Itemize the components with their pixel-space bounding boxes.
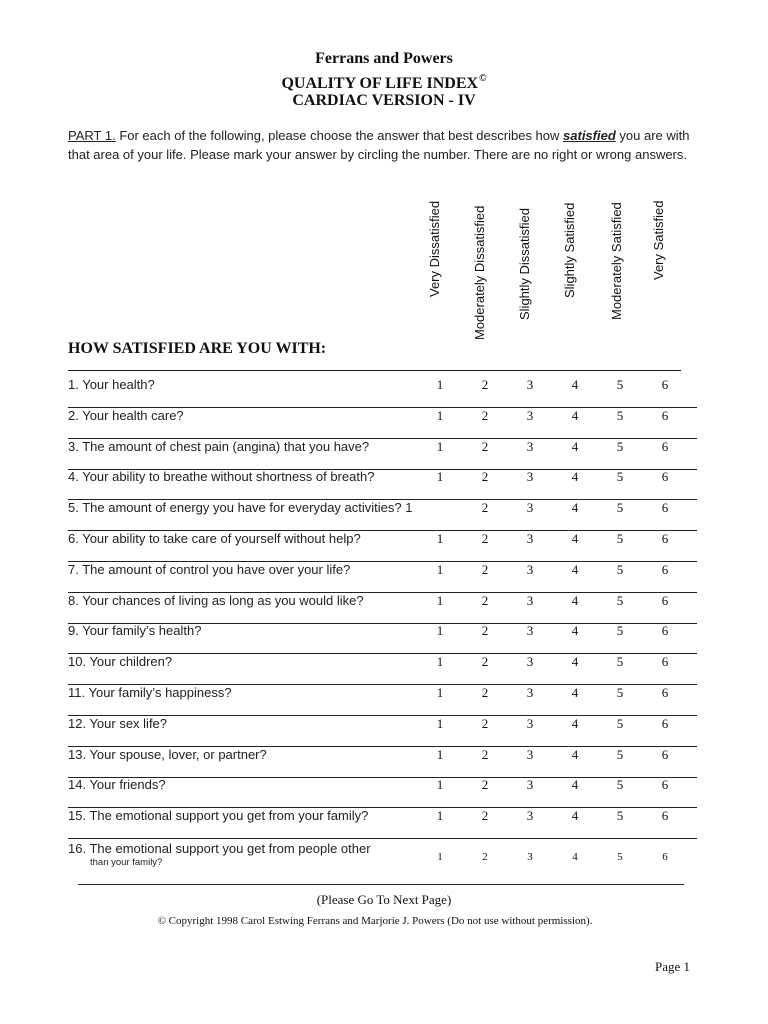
rating-option[interactable]: 2 xyxy=(481,407,489,423)
part-label: PART 1. xyxy=(68,128,116,143)
question-label: 7. The amount of control you have over your life? xyxy=(68,561,351,577)
rating-option[interactable]: 1 xyxy=(436,592,444,608)
rating-option[interactable]: 3 xyxy=(526,377,534,392)
rating-option[interactable]: 6 xyxy=(661,592,669,608)
scale-label-moderately-dissatisfied: Moderately Dissatisfied xyxy=(472,205,487,340)
rating-option[interactable]: 1 xyxy=(436,561,444,577)
rating-option[interactable]: 6 xyxy=(661,746,669,762)
rating-option[interactable]: 6 xyxy=(661,808,669,824)
rating-option[interactable]: 5 xyxy=(616,685,624,700)
rating-option[interactable]: 2 xyxy=(481,469,489,485)
rating-option[interactable]: 3 xyxy=(526,592,534,608)
instructions-text-2: you are with that area of your life. Please mark your answer by circling the number. There are no right or wrong answers. xyxy=(68,128,690,162)
rating-option[interactable]: 3 xyxy=(526,746,534,762)
rating-option[interactable]: 3 xyxy=(526,777,534,793)
rating-option[interactable]: 2 xyxy=(481,500,489,516)
rating-option[interactable]: 1 xyxy=(436,685,444,700)
rating-option[interactable]: 4 xyxy=(571,685,579,700)
rating-option[interactable]: 5 xyxy=(616,592,624,608)
next-page-note: (Please Go To Next Page) xyxy=(316,892,452,907)
rating-option[interactable]: 5 xyxy=(616,561,624,577)
question-label: 11. Your family’s happiness? xyxy=(68,685,232,700)
rating-option[interactable]: 2 xyxy=(481,777,489,793)
rating-option[interactable]: 4 xyxy=(571,438,579,454)
rating-option[interactable]: 2 xyxy=(482,851,488,863)
rating-option[interactable]: 2 xyxy=(481,746,489,762)
rating-option[interactable]: 6 xyxy=(661,377,669,392)
rating-option[interactable]: 5 xyxy=(616,654,624,670)
question-text xyxy=(68,685,232,701)
question-text xyxy=(68,654,172,670)
rating-option[interactable]: 6 xyxy=(662,851,668,863)
question-label: 4. Your ability to breathe without shortness of breath? xyxy=(68,469,375,485)
form-title-authors: Ferrans and Powers xyxy=(315,50,453,67)
footer-rule xyxy=(78,884,684,885)
rating-option[interactable]: 4 xyxy=(571,777,579,793)
rating-option[interactable]: 6 xyxy=(661,777,669,793)
question-text xyxy=(68,623,201,639)
rating-option[interactable]: 1 xyxy=(436,777,444,793)
instructions-emphasis: satisfied xyxy=(563,128,616,143)
rating-option[interactable]: 2 xyxy=(481,685,489,700)
question-label: 13. Your spouse, lover, or partner? xyxy=(68,746,267,762)
question-sublabel: than your family? xyxy=(90,857,163,868)
rating-option[interactable]: 4 xyxy=(571,808,579,824)
rating-option[interactable]: 4 xyxy=(571,500,579,516)
question-label: 15. The emotional support you get from your family? xyxy=(68,808,369,824)
rating-option[interactable]: 5 xyxy=(616,377,624,392)
question-label: 12. Your sex life? xyxy=(68,715,168,731)
rating-option[interactable]: 3 xyxy=(526,685,534,700)
rating-option[interactable]: 4 xyxy=(571,623,579,639)
rating-option[interactable]: 4 xyxy=(571,469,579,485)
rating-option[interactable]: 1 xyxy=(436,808,444,824)
question-text xyxy=(68,777,166,793)
question-label: 1. Your health? xyxy=(68,377,155,392)
question-text xyxy=(68,841,371,868)
rating-option[interactable]: 5 xyxy=(616,531,624,546)
rating-option[interactable]: 4 xyxy=(571,715,579,731)
scale-label-slightly-satisfied: Slightly Satisfied xyxy=(562,202,577,298)
rating-option[interactable]: 6 xyxy=(661,531,669,546)
page-number: Page 1 xyxy=(655,959,691,974)
rating-option[interactable]: 5 xyxy=(616,500,624,516)
question-text xyxy=(68,593,364,609)
scale-label-moderately-satisfied: Moderately Satisfied xyxy=(609,202,624,320)
rating-option[interactable]: 4 xyxy=(571,654,579,670)
rating-option[interactable]: 6 xyxy=(661,561,669,577)
rating-option[interactable]: 3 xyxy=(526,500,534,516)
rating-option[interactable]: 2 xyxy=(481,654,489,670)
rating-option[interactable]: 6 xyxy=(661,469,669,485)
rating-option[interactable]: 5 xyxy=(616,715,624,731)
question-label: 9. Your family’s health? xyxy=(68,623,202,639)
question-text xyxy=(68,808,368,824)
rating-option[interactable]: 1 xyxy=(436,531,444,546)
instructions-text-1: For each of the following, please choose the answer that best describes how xyxy=(115,128,564,143)
heading-rule xyxy=(68,370,681,371)
rating-option[interactable]: 4 xyxy=(571,531,579,546)
rating-option[interactable]: 6 xyxy=(661,685,669,700)
rating-option[interactable]: 3 xyxy=(526,808,534,824)
rating-option[interactable]: 5 xyxy=(616,623,624,639)
question-text xyxy=(68,408,184,424)
rating-option[interactable]: 1 xyxy=(436,407,444,423)
rating-option[interactable]: 6 xyxy=(661,623,669,639)
question-label: 5. The amount of energy you have for everyday activities? 1 xyxy=(68,500,413,516)
rating-option[interactable]: 5 xyxy=(617,851,623,863)
question-text xyxy=(68,500,412,516)
row-rule xyxy=(68,838,697,839)
rating-option[interactable]: 5 xyxy=(616,746,624,762)
rating-option[interactable]: 1 xyxy=(436,377,444,392)
rating-option[interactable]: 4 xyxy=(571,746,579,762)
question-label: 8. Your chances of living as long as you would like? xyxy=(68,592,364,608)
rating-option[interactable]: 1 xyxy=(436,469,444,485)
rating-option[interactable]: 4 xyxy=(572,851,578,863)
rating-option[interactable]: 6 xyxy=(661,715,669,731)
scale-label-very-satisfied: Very Satisfied xyxy=(651,200,666,280)
question-text xyxy=(68,439,369,455)
rating-option[interactable]: 2 xyxy=(481,623,489,639)
scale-label-slightly-dissatisfied: Slightly Dissatisfied xyxy=(517,208,532,320)
question-text xyxy=(68,716,167,732)
rating-option[interactable]: 2 xyxy=(481,715,489,731)
rating-option[interactable]: 3 xyxy=(527,851,533,863)
question-text xyxy=(68,531,361,547)
rating-option[interactable]: 3 xyxy=(526,469,534,485)
instructions xyxy=(68,127,708,164)
rating-option[interactable]: 2 xyxy=(481,531,489,546)
rating-option[interactable]: 1 xyxy=(436,654,444,670)
rating-option[interactable]: 3 xyxy=(526,623,534,639)
rating-option[interactable]: 3 xyxy=(526,654,534,670)
rating-option[interactable]: 2 xyxy=(481,561,489,577)
rating-option[interactable]: 3 xyxy=(526,407,534,423)
question-text xyxy=(68,377,155,393)
form-title-text: QUALITY OF LIFE INDEX xyxy=(281,75,479,92)
rating-option[interactable]: 4 xyxy=(571,377,579,392)
form-subtitle: CARDIAC VERSION - IV xyxy=(292,92,476,109)
rating-option[interactable]: 2 xyxy=(481,438,489,454)
scale-label-very-dissatisfied: Very Dissatisfied xyxy=(427,200,442,297)
question-label: 3. The amount of chest pain (angina) that you have? xyxy=(68,438,370,454)
question-label: 6. Your ability to take care of yourself without help? xyxy=(68,531,361,546)
rating-option[interactable]: 4 xyxy=(571,592,579,608)
rating-option[interactable]: 1 xyxy=(436,746,444,762)
rating-option[interactable]: 3 xyxy=(526,531,534,546)
question-text xyxy=(68,469,374,485)
rating-option[interactable]: 5 xyxy=(616,469,624,485)
rating-option[interactable]: 6 xyxy=(661,438,669,454)
question-text xyxy=(68,747,267,763)
rating-option[interactable]: 3 xyxy=(526,561,534,577)
question-label: 10. Your children? xyxy=(68,654,173,670)
rating-option[interactable]: 5 xyxy=(616,777,624,793)
rating-option[interactable]: 1 xyxy=(436,715,444,731)
question-label: 16. The emotional support you get from people other xyxy=(68,841,371,856)
question-text xyxy=(68,562,350,578)
rating-option[interactable]: 4 xyxy=(571,561,579,577)
rating-option[interactable]: 1 xyxy=(436,438,444,454)
rating-option[interactable]: 2 xyxy=(481,592,489,608)
rating-option[interactable]: 6 xyxy=(661,500,669,516)
question-label: 14. Your friends? xyxy=(68,777,166,793)
copyright-mark: © xyxy=(479,73,487,84)
question-label: 2. Your health care? xyxy=(68,407,184,423)
rating-option[interactable]: 5 xyxy=(616,808,624,824)
rating-option[interactable]: 6 xyxy=(661,407,669,423)
rating-option[interactable]: 2 xyxy=(481,377,489,392)
rating-option[interactable]: 4 xyxy=(571,407,579,423)
copyright-notice: © Copyright 1998 Carol Estwing Ferrans and Marjorie J. Powers (Do not use without permission). xyxy=(157,915,593,927)
rating-option[interactable]: 5 xyxy=(616,407,624,423)
rating-option[interactable]: 6 xyxy=(661,654,669,670)
rating-option[interactable]: 5 xyxy=(616,438,624,454)
rating-option[interactable]: 1 xyxy=(437,851,443,863)
section-heading: HOW SATISFIED ARE YOU WITH: xyxy=(68,340,327,357)
rating-option[interactable]: 3 xyxy=(526,438,534,454)
rating-option[interactable]: 1 xyxy=(436,623,444,639)
rating-option[interactable]: 3 xyxy=(526,715,534,731)
rating-option[interactable]: 2 xyxy=(481,808,489,824)
